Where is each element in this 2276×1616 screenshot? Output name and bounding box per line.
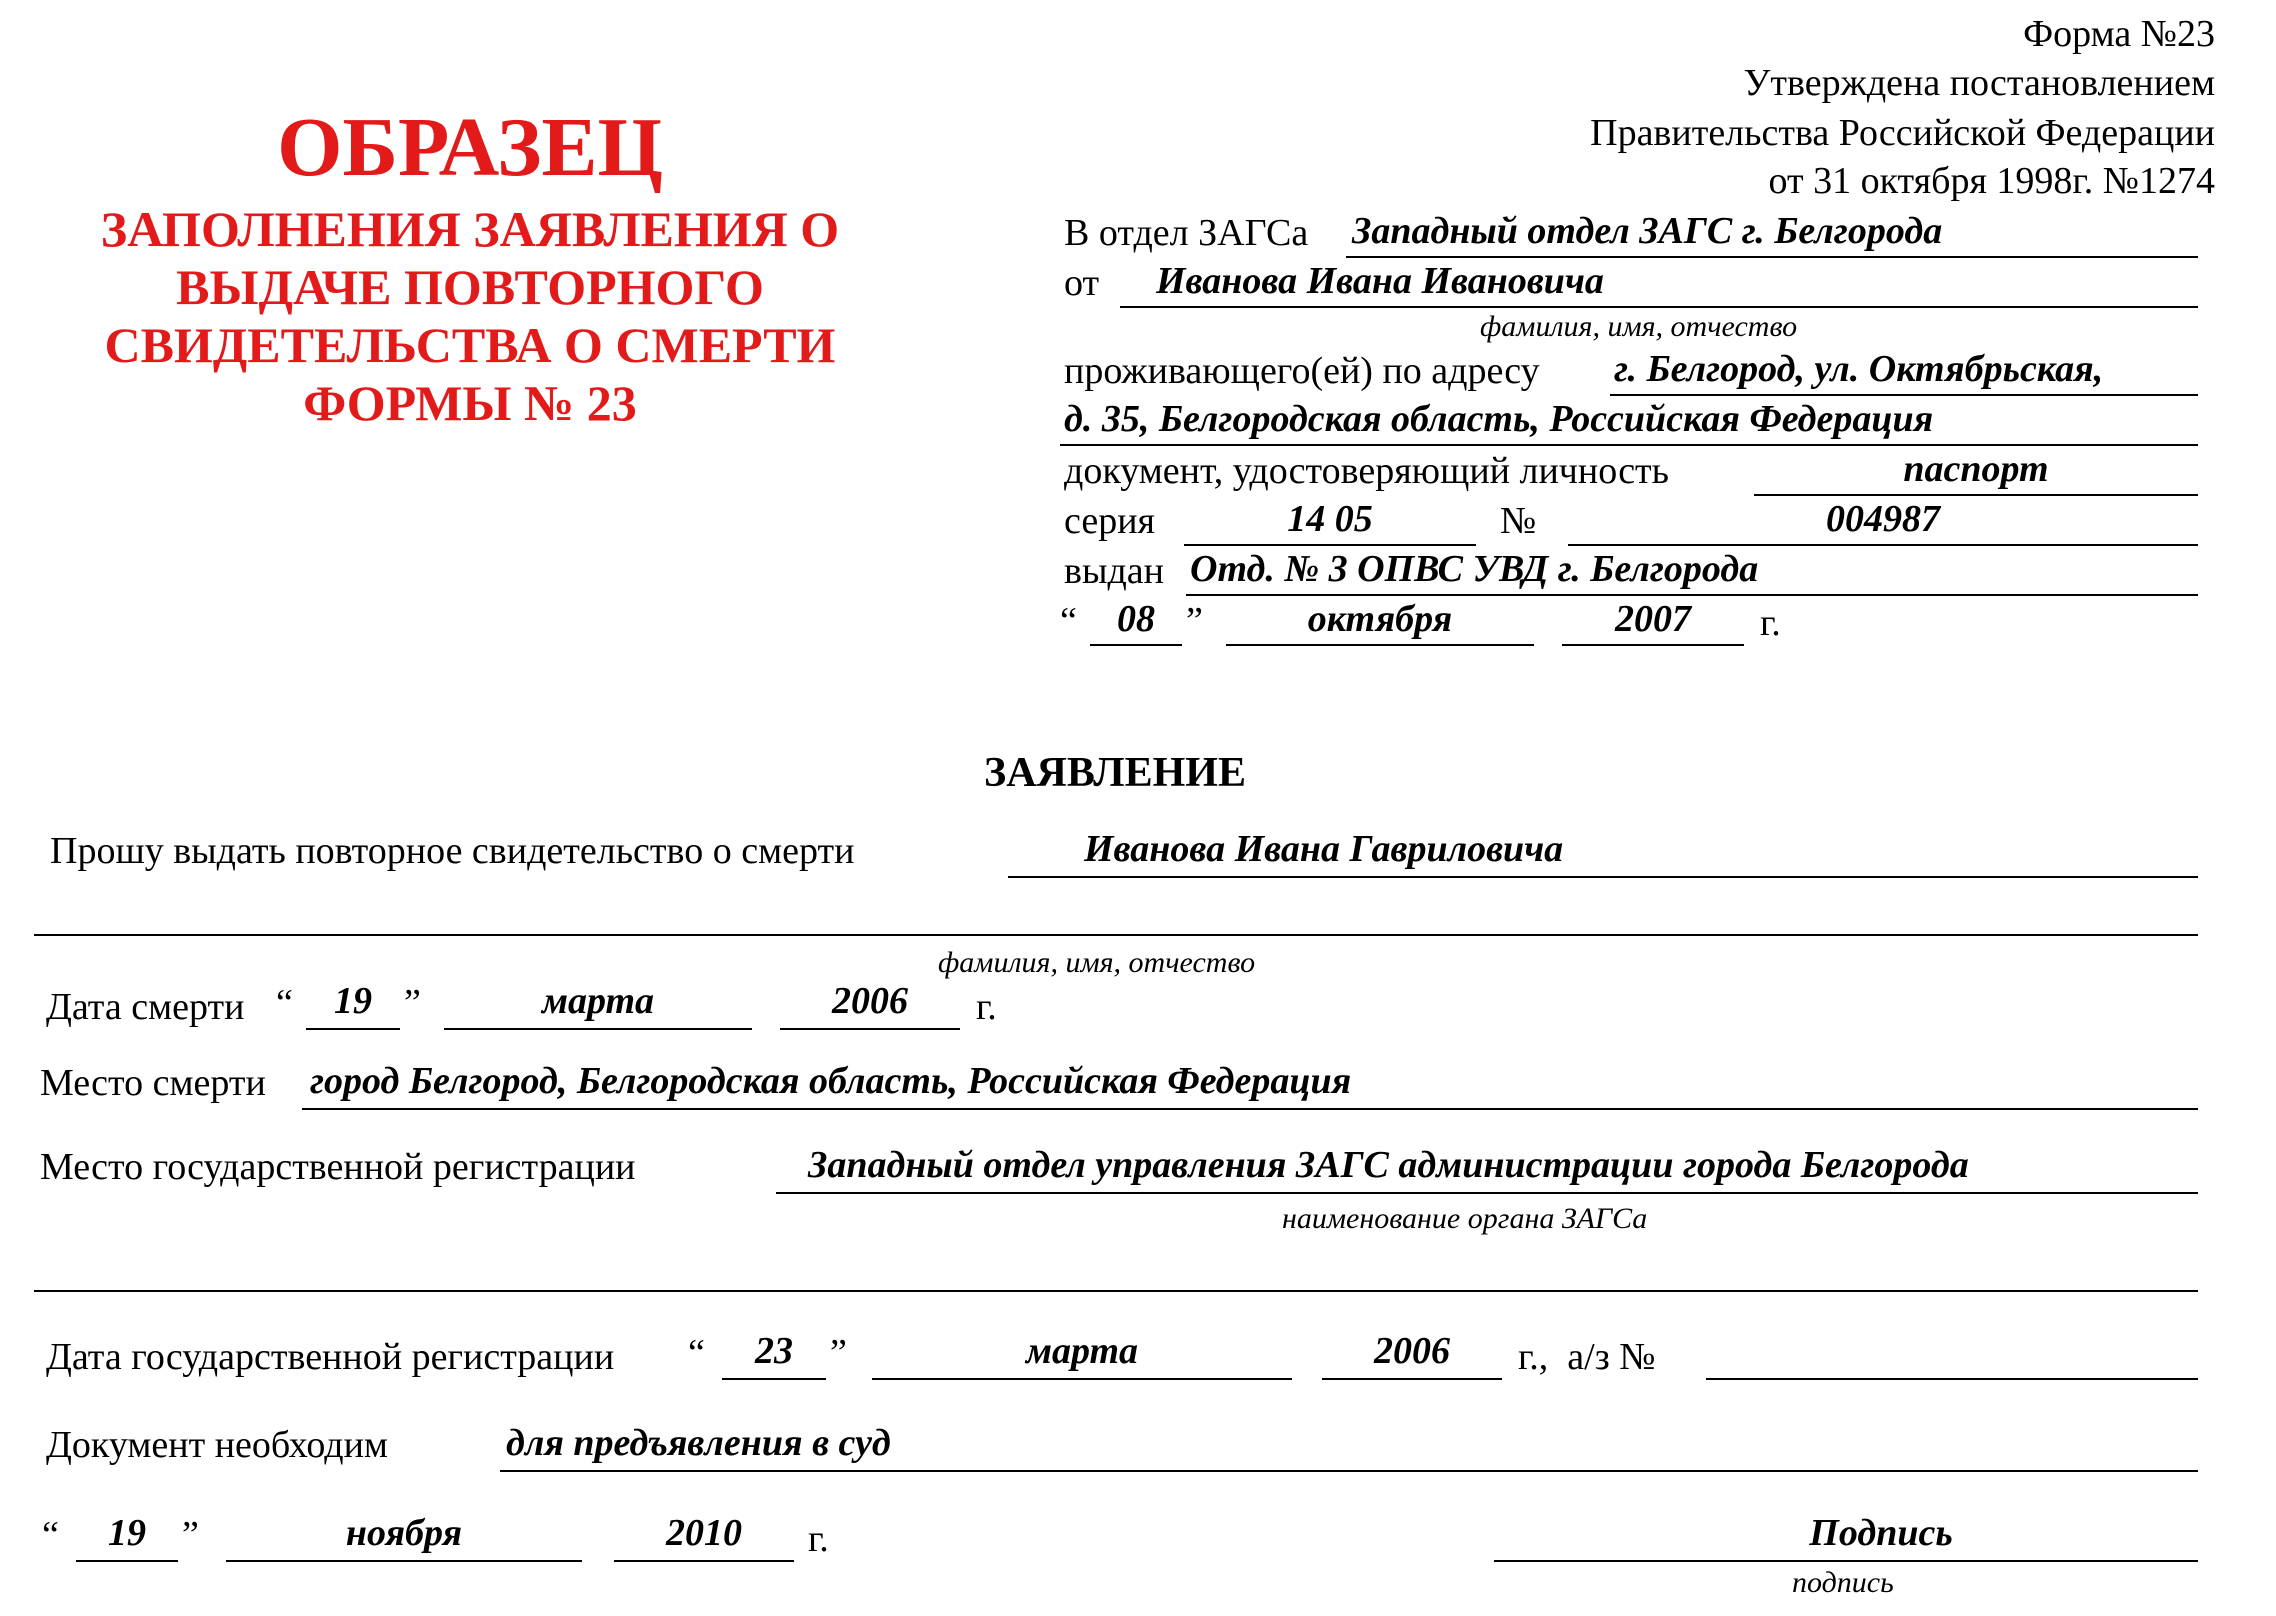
reg-place-field[interactable] bbox=[776, 1142, 2198, 1194]
reg-date-suffix: г., а/з № bbox=[1518, 1336, 1656, 1378]
signature-value: Подпись bbox=[1809, 1512, 1953, 1554]
death-place-value: город Белгород, Белгородская область, Российская Федерация bbox=[310, 1060, 1352, 1102]
reg-date-label: Дата государственной регистрации bbox=[46, 1336, 615, 1378]
issued-day-field[interactable] bbox=[1090, 596, 1182, 646]
issued-month-value: октября bbox=[1307, 598, 1453, 640]
issued-year-suffix: г. bbox=[1760, 602, 1781, 644]
number-field[interactable] bbox=[1568, 496, 2198, 546]
reg-month-value: марта bbox=[1025, 1330, 1139, 1372]
approval-line-2: Правительства Российской Федерации bbox=[1590, 112, 2215, 154]
purpose-label: Документ необходим bbox=[46, 1424, 388, 1466]
dept-field[interactable] bbox=[1346, 208, 2198, 258]
from-value: Иванова Ивана Ивановича bbox=[1156, 260, 1604, 302]
id-doc-field[interactable] bbox=[1754, 446, 2198, 496]
reg-place-continuation-line[interactable] bbox=[34, 1290, 2198, 1292]
issued-by-field[interactable] bbox=[1186, 546, 2198, 596]
reg-month-field[interactable] bbox=[872, 1328, 1292, 1380]
address-field-1[interactable] bbox=[1610, 346, 2198, 396]
deceased-fio-caption: фамилия, имя, отчество bbox=[938, 946, 1256, 979]
sign-year-field[interactable] bbox=[614, 1510, 794, 1562]
from-field[interactable] bbox=[1120, 258, 2198, 308]
dept-label: В отдел ЗАГСа bbox=[1064, 212, 1309, 254]
request-field[interactable] bbox=[1008, 826, 2198, 878]
issued-day-value: 08 bbox=[1117, 598, 1155, 640]
dept-value: Западный отдел ЗАГС г. Белгорода bbox=[1352, 210, 1943, 252]
address-field-2[interactable] bbox=[1060, 396, 2198, 446]
sample-subtitle-1: ЗАПОЛНЕНИЯ ЗАЯВЛЕНИЯ О bbox=[100, 201, 840, 257]
death-year-field[interactable] bbox=[780, 978, 960, 1030]
reg-year-value: 2006 bbox=[1374, 1330, 1450, 1372]
id-doc-value: паспорт bbox=[1903, 448, 2049, 490]
reg-day-value: 23 bbox=[755, 1330, 793, 1372]
request-label: Прошу выдать повторное свидетельство о смерти bbox=[50, 830, 855, 872]
sample-subtitle-4: ФОРМЫ № 23 bbox=[303, 375, 637, 431]
issued-year-value: 2007 bbox=[1615, 598, 1691, 640]
death-year-suffix: г. bbox=[976, 986, 997, 1028]
death-date-label: Дата смерти bbox=[46, 986, 245, 1028]
death-day-value: 19 bbox=[334, 980, 372, 1022]
signature-caption: подпись bbox=[1792, 1566, 1894, 1599]
request-continuation-line[interactable] bbox=[34, 934, 2198, 936]
id-doc-label: документ, удостоверяющий личность bbox=[1064, 450, 1669, 492]
request-value: Иванова Ивана Гавриловича bbox=[1084, 828, 1564, 870]
reg-day-field[interactable] bbox=[722, 1328, 826, 1380]
approval-line-3: от 31 октября 1998г. №1274 bbox=[1768, 160, 2215, 202]
purpose-value: для предъявления в суд bbox=[506, 1422, 891, 1464]
sign-month-field[interactable] bbox=[226, 1510, 582, 1562]
number-label: № bbox=[1500, 500, 1537, 542]
issued-close-quote: ” bbox=[1186, 600, 1203, 642]
sign-day-field[interactable] bbox=[76, 1510, 178, 1562]
reg-date-open-quote: “ bbox=[688, 1332, 705, 1374]
issued-open-quote: “ bbox=[1060, 600, 1077, 642]
reg-year-field[interactable] bbox=[1322, 1328, 1502, 1380]
sample-title: ОБРАЗЕЦ bbox=[277, 101, 663, 194]
issued-by-value: Отд. № 3 ОПВС УВД г. Белгорода bbox=[1190, 548, 1759, 590]
issued-label: выдан bbox=[1064, 550, 1165, 592]
applicant-fio-caption: фамилия, имя, отчество bbox=[1480, 310, 1798, 343]
sign-date-close-quote: ” bbox=[182, 1514, 199, 1556]
number-value: 004987 bbox=[1826, 498, 1940, 540]
sign-date-open-quote: “ bbox=[42, 1514, 59, 1556]
death-date-close-quote: ” bbox=[404, 982, 421, 1024]
approval-line-1: Утверждена постановлением bbox=[1743, 62, 2215, 104]
death-day-field[interactable] bbox=[306, 978, 400, 1030]
reg-place-label: Место государственной регистрации bbox=[40, 1146, 636, 1188]
sample-subtitle-3: СВИДЕТЕЛЬСТВА О СМЕРТИ bbox=[104, 317, 836, 373]
sign-day-value: 19 bbox=[108, 1512, 146, 1554]
signature-field[interactable] bbox=[1494, 1510, 2198, 1562]
sign-month-value: ноября bbox=[345, 1512, 463, 1554]
address-value-2: д. 35, Белгородская область, Российская Федерация bbox=[1064, 398, 1934, 440]
death-year-value: 2006 bbox=[832, 980, 908, 1022]
address-label: проживающего(ей) по адресу bbox=[1064, 350, 1540, 392]
death-place-field[interactable] bbox=[302, 1058, 2198, 1110]
sample-subtitle-2: ВЫДАЧЕ ПОВТОРНОГО bbox=[176, 259, 764, 315]
death-month-value: марта bbox=[541, 980, 655, 1022]
reg-place-value: Западный отдел управления ЗАГС администрации города Белгорода bbox=[808, 1144, 1969, 1186]
purpose-field[interactable] bbox=[500, 1420, 2198, 1472]
series-label: серия bbox=[1064, 500, 1156, 542]
sign-year-suffix: г. bbox=[808, 1518, 829, 1560]
record-number-field[interactable] bbox=[1706, 1328, 2198, 1380]
death-month-field[interactable] bbox=[444, 978, 752, 1030]
issued-year-field[interactable] bbox=[1562, 596, 1744, 646]
series-field[interactable] bbox=[1184, 496, 1476, 546]
from-label: от bbox=[1064, 262, 1100, 304]
death-date-open-quote: “ bbox=[276, 982, 293, 1024]
sign-year-value: 2010 bbox=[666, 1512, 742, 1554]
reg-date-close-quote: ” bbox=[830, 1332, 847, 1374]
death-place-label: Место смерти bbox=[40, 1062, 266, 1104]
series-value: 14 05 bbox=[1287, 498, 1373, 540]
issued-month-field[interactable] bbox=[1226, 596, 1534, 646]
statement-title: ЗАЯВЛЕНИЕ bbox=[984, 750, 1246, 796]
form-number: Форма №23 bbox=[2023, 13, 2215, 55]
address-value-1: г. Белгород, ул. Октябрьская, bbox=[1614, 348, 2104, 390]
reg-place-caption: наименование органа ЗАГСа bbox=[1282, 1202, 1648, 1235]
